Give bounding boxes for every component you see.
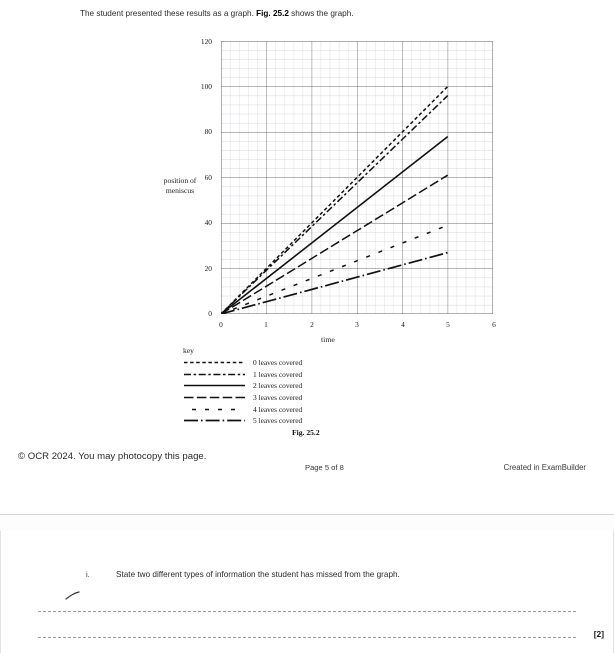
handwritten-mark-icon	[64, 590, 86, 602]
x-tick-3: 3	[355, 320, 359, 329]
key-label-2-leaves: 2 leaves covered	[253, 381, 303, 391]
key-label-5-leaves: 5 leaves covered	[253, 416, 303, 426]
y-tick-60: 60	[204, 173, 212, 182]
graph-svg	[221, 41, 493, 314]
key-row-3-leaves	[183, 392, 413, 404]
key-swatch-2-leaves	[183, 380, 246, 391]
y-tick-20: 20	[204, 264, 212, 273]
key-title: key	[183, 346, 194, 355]
y-tick-0: 0	[208, 309, 212, 318]
x-tick-0: 0	[219, 320, 223, 329]
question-marks: [2]	[593, 629, 604, 639]
key-row-2-leaves	[183, 380, 413, 392]
key-swatch-3-leaves	[183, 392, 246, 403]
intro-fig-reference: Fig. 25.2	[256, 9, 289, 18]
intro-text-after: shows the graph.	[288, 9, 354, 18]
key-row-5-leaves	[183, 415, 413, 427]
question-numeral: i.	[86, 570, 90, 579]
x-tick-5: 5	[446, 320, 450, 329]
y-tick-100: 100	[200, 82, 212, 91]
key-row-4-leaves	[183, 403, 413, 415]
y-tick-40: 40	[204, 218, 212, 227]
answer-line-1[interactable]	[38, 611, 576, 613]
key-row-1-leaves	[183, 369, 413, 381]
figure-25-2	[0, 30, 614, 450]
key-label-4-leaves: 4 leaves covered	[253, 404, 303, 414]
key-label-3-leaves: 3 leaves covered	[253, 393, 303, 403]
footer-page-number: Page 5 of 8	[305, 463, 344, 472]
x-tick-2: 2	[310, 320, 314, 329]
plot-area	[221, 41, 493, 314]
graph-key	[183, 346, 413, 427]
page-bottom-section	[0, 531, 614, 653]
key-label-1-leaves: 1 leaves covered	[253, 369, 303, 379]
key-swatch-4-leaves	[183, 404, 246, 415]
key-swatch-1-leaves	[183, 369, 246, 380]
y-tick-120: 120	[200, 37, 212, 46]
intro-text-before: The student presented these results as a graph.	[80, 9, 257, 18]
x-axis-label: time	[321, 335, 335, 344]
answer-line-2[interactable]	[38, 637, 576, 639]
key-swatch-0-leaves	[183, 357, 246, 368]
x-tick-4: 4	[401, 320, 405, 329]
page-separator-band	[0, 514, 614, 532]
figure-caption: Fig. 25.2	[292, 428, 320, 437]
key-row-0-leaves	[183, 357, 413, 369]
x-tick-1: 1	[264, 320, 268, 329]
page-edge-left	[0, 531, 1, 653]
footer-copyright: © OCR 2024. You may photocopy this page.	[18, 451, 207, 462]
page-footer	[0, 448, 614, 490]
key-label-0-leaves: 0 leaves covered	[253, 358, 303, 368]
x-tick-6: 6	[492, 320, 496, 329]
question-text: State two different types of information the student has missed from the graph.	[116, 570, 400, 579]
key-swatch-5-leaves	[183, 415, 246, 426]
y-tick-80: 80	[204, 127, 212, 136]
intro-paragraph	[80, 8, 560, 20]
footer-created-by: Created in ExamBuilder	[503, 463, 586, 472]
y-axis-label-line2: meniscus	[165, 185, 195, 195]
y-axis-label-line1: position of	[163, 176, 197, 185]
